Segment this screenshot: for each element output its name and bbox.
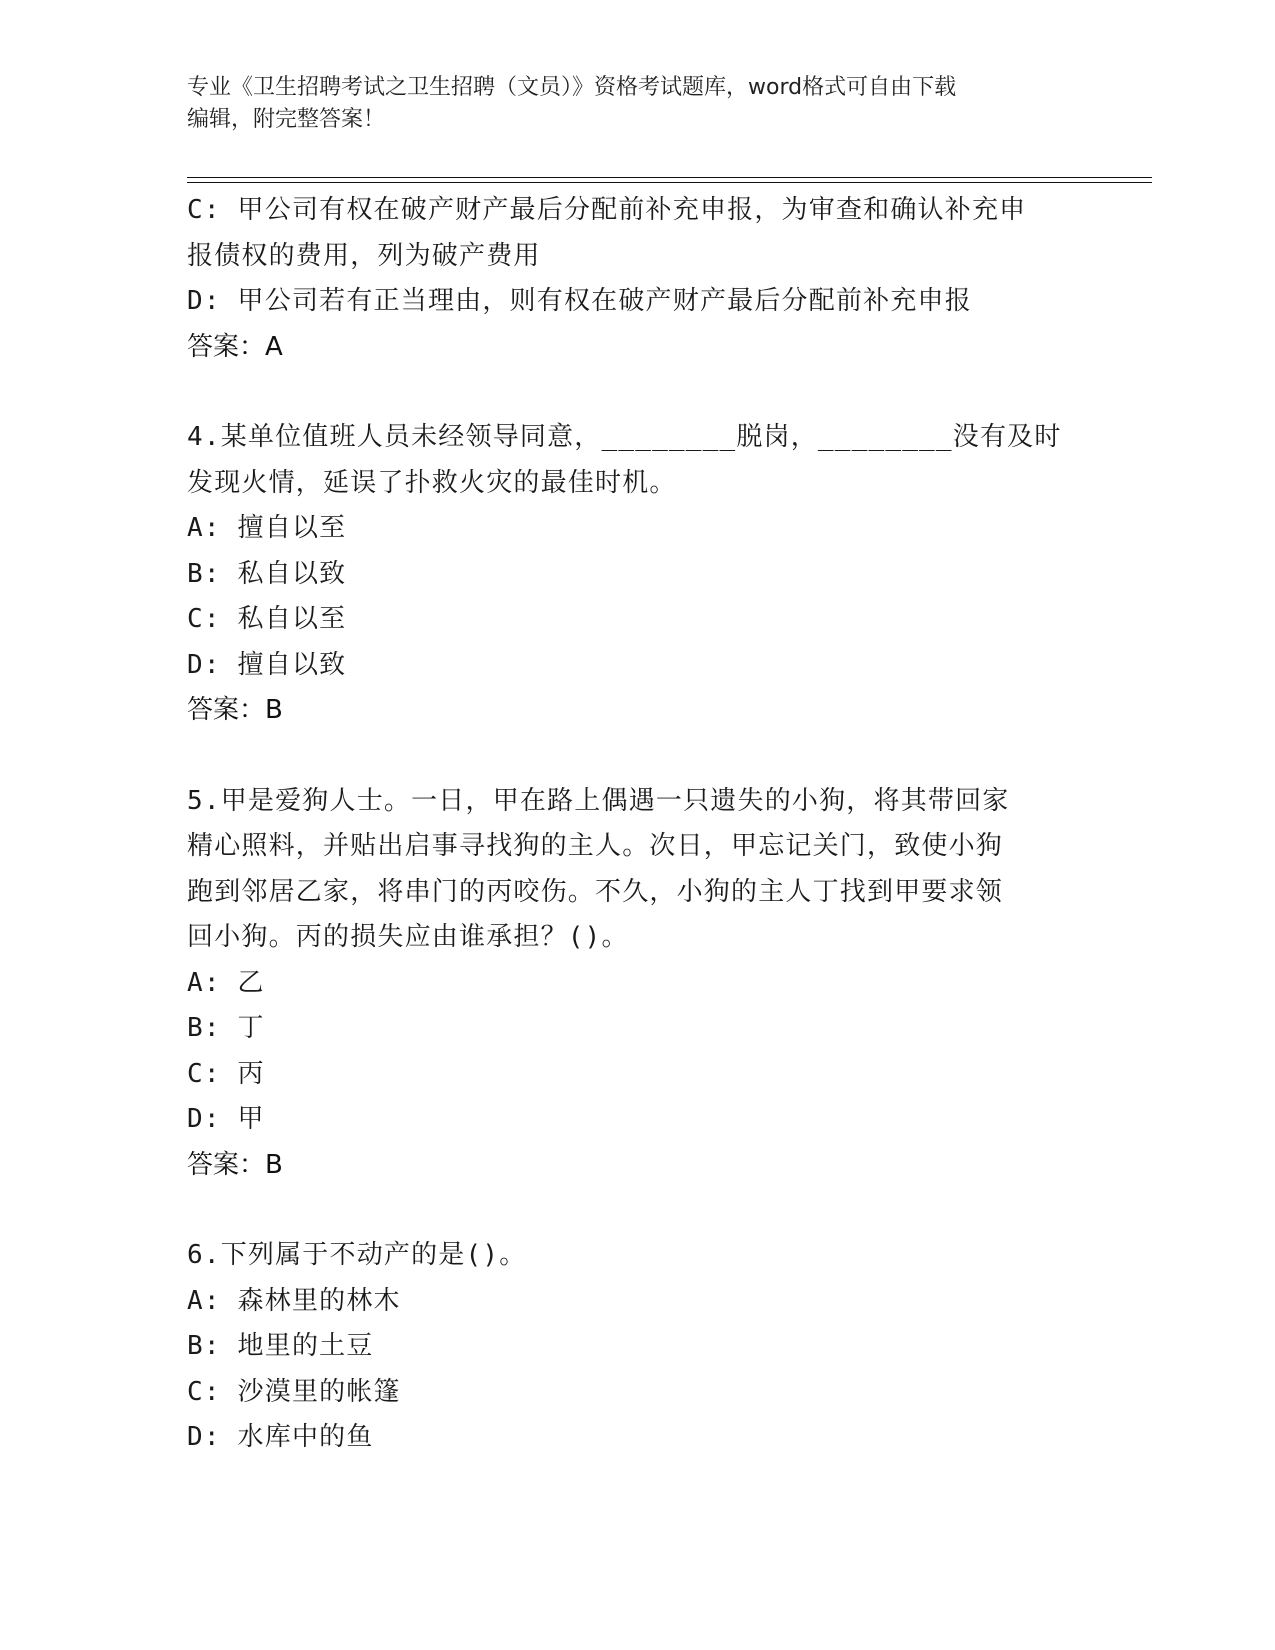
q4-stem-line-2: 发现火情，延误了扑救火灾的最佳时机。 [187, 467, 677, 498]
question-3-continuation [187, 188, 1087, 370]
q5-option-a: A: 乙 [187, 967, 265, 998]
q4-option-b: B: 私自以致 [187, 558, 347, 589]
q4-option-a: A: 擅自以至 [187, 513, 347, 543]
q3-option-c-line-1: C: 甲公司有权在破产财产最后分配前补充申报，为审查和确认补充申 [187, 195, 1027, 225]
question-6 [187, 1233, 1087, 1461]
q4-stem-line-1: 4.某单位值班人员未经领导同意，________脱岗，________没有及时 [187, 422, 1062, 452]
q5-option-b: B: 丁 [187, 1013, 265, 1043]
q4-option-d: D: 擅自以致 [187, 649, 347, 680]
q3-answer: 答案：A [187, 331, 283, 362]
q6-option-d: D: 水库中的鱼 [187, 1422, 374, 1452]
q5-option-c: C: 丙 [187, 1058, 265, 1089]
q5-stem-line-1: 5.甲是爱狗人士。一日，甲在路上偶遇一只遗失的小狗，将其带回家 [187, 785, 1010, 816]
q6-option-c: C: 沙漠里的帐篷 [187, 1376, 401, 1407]
question-4 [187, 415, 1087, 734]
document-header [187, 72, 1087, 136]
q6-stem-line-1: 6.下列属于不动产的是()。 [187, 1240, 527, 1270]
q5-stem-line-3: 跑到邻居乙家，将串门的丙咬伤。不久，小狗的主人丁找到甲要求领 [187, 876, 1004, 907]
q6-option-a: A: 森林里的林木 [187, 1285, 401, 1316]
header-line-2: 编辑，附完整答案！ [187, 107, 386, 132]
header-divider-bottom [187, 182, 1152, 183]
q5-stem-line-4: 回小狗。丙的损失应由谁承担？()。 [187, 922, 629, 952]
q4-option-c: C: 私自以至 [187, 604, 347, 634]
spacer [187, 370, 1087, 415]
q3-option-c-line-2: 报债权的费用，列为破产费用 [187, 240, 541, 271]
q6-option-b: B: 地里的土豆 [187, 1331, 374, 1361]
header-divider-top [187, 177, 1152, 178]
q5-stem-line-2: 精心照料，并贴出启事寻找狗的主人。次日，甲忘记关门，致使小狗 [187, 831, 1004, 861]
question-body [187, 188, 1087, 1461]
header-line-1: 专业《卫生招聘考试之卫生招聘（文员）》资格考试题库，word格式可自由下载 [187, 75, 957, 100]
q5-answer: 答案：B [187, 1149, 283, 1180]
q4-answer: 答案：B [187, 695, 283, 725]
spacer [187, 1188, 1087, 1233]
question-5 [187, 779, 1087, 1189]
q3-option-d: D: 甲公司若有正当理由，则有权在破产财产最后分配前补充申报 [187, 286, 972, 316]
q5-option-d: D: 甲 [187, 1104, 265, 1134]
spacer [187, 734, 1087, 779]
